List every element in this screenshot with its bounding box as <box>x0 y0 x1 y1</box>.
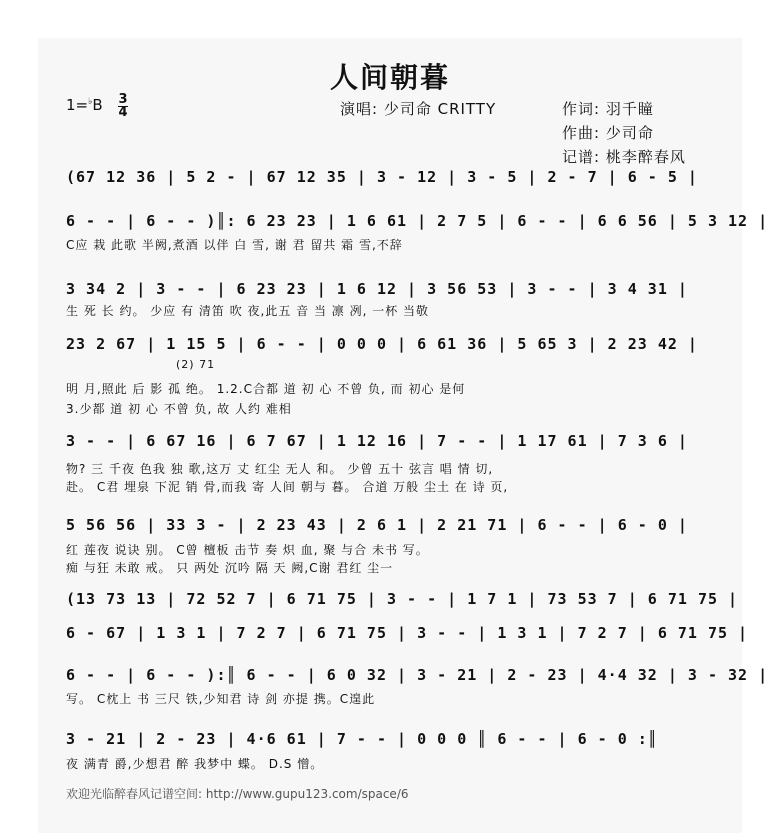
lyric-line: 物? 三 千夜 色我 独 歌,这万 丈 红尘 无人 和。 少曾 五十 弦言 唱 情 切, <box>66 462 494 476</box>
notation-line-3: 3 34 2 | 3 - - | 6 23 23 | 1 6 12 | 3 56 53 | 3 - - | 3 4 31 | <box>66 280 688 298</box>
lyric-line: 赴。 C君 埋泉 下泥 销 骨,而我 寄 人间 朝与 暮。 合道 万般 尘土 在 诗 页, <box>66 480 509 494</box>
notation-line-6: 5 56 56 | 33 3 - | 2 23 43 | 2 6 1 | 2 21 71 | 6 - - | 6 - 0 | <box>66 516 688 534</box>
lyricist-credit: 作词: 羽千瞳 <box>562 100 654 118</box>
key-prefix: 1= <box>66 96 89 114</box>
lyric-line: 夜 满青 爵,少想君 醉 我梦中 蝶。 D.S 憎。 <box>66 757 324 771</box>
notation-line-9: 6 - - | 6 - - ):║ 6 - - | 6 0 32 | 3 - 21 | 2 - 23 | 4·4 32 | 3 - 32 | <box>66 666 769 684</box>
flat-sign: ♭ <box>88 97 93 107</box>
volta-2-note: (2) 71 <box>176 358 216 371</box>
lyric-line: 生 死 长 约。 少应 有 清笛 吹 夜,此五 音 当 凛 冽, 一杯 当敬 <box>66 304 430 318</box>
time-signature <box>118 94 128 119</box>
lyric-line: 3.少都 道 初 心 不曾 负, 故 人约 难相 <box>66 402 292 416</box>
notation-line-1: (67 12 36 | 5 2 - | 67 12 35 | 3 - 12 | 3 - 5 | 2 - 7 | 6 - 5 | <box>66 168 698 186</box>
lyric-line: 明 月,照此 后 影 孤 绝。 1.2.C合都 道 初 心 不曾 负, 而 初心 是何 <box>66 382 466 396</box>
notation-line-8: 6 - 67 | 1 3 1 | 7 2 7 | 6 71 75 | 3 - - | 1 3 1 | 7 2 7 | 6 71 75 | <box>66 624 749 642</box>
singer-credit: 演唱: 少司命 CRITTY <box>340 100 497 118</box>
composer-credit: 作曲: 少司命 <box>562 124 654 142</box>
notation-line-5: 3 - - | 6 67 16 | 6 7 67 | 1 12 16 | 7 - - | 1 17 61 | 7 3 6 | <box>66 432 688 450</box>
notation-line-10: 3 - 21 | 2 - 23 | 4·6 61 | 7 - - | 0 0 0 ║ 6 - - | 6 - 0 :║ <box>66 730 658 748</box>
key-signature <box>66 96 103 114</box>
meter-top: 3 <box>118 92 128 107</box>
lyric-line: 痴 与狂 未敢 戒。 只 两处 沉吟 隔 天 阙,C谢 君红 尘一 <box>66 561 394 575</box>
key-note: B <box>92 96 103 114</box>
lyric-line: C应 栽 此歌 半阙,煮酒 以伴 白 雪, 谢 君 留共 霜 雪,不辞 <box>66 238 403 252</box>
lyric-line: 写。 C枕上 书 三尺 铁,少知君 诗 剑 亦提 携。C遑此 <box>66 692 376 706</box>
notation-line-2: 6 - - | 6 - - )║: 6 23 23 | 1 6 61 | 2 7 5 | 6 - - | 6 6 56 | 5 3 12 | <box>66 212 769 230</box>
notation-line-4: 23 2 67 | 1 15 5 | 6 - - | 0 0 0 | 6 61 36 | 5 65 3 | 2 23 42 | <box>66 335 698 353</box>
footer-credit: 欢迎光临醉春风记谱空间: http://www.gupu123.com/space/6 <box>66 787 409 801</box>
lyric-line: 红 莲夜 说诀 别。 C曾 檀板 击节 奏 炽 血, 聚 与合 未书 写。 <box>66 543 429 557</box>
meter-bottom: 4 <box>118 105 128 120</box>
song-title: 人间朝暮 <box>329 61 450 94</box>
notation-line-7: (13 73 13 | 72 52 7 | 6 71 75 | 3 - - | 1 7 1 | 73 53 7 | 6 71 75 | <box>66 590 739 608</box>
transcriber-credit: 记谱: 桃李醉春风 <box>562 148 686 166</box>
